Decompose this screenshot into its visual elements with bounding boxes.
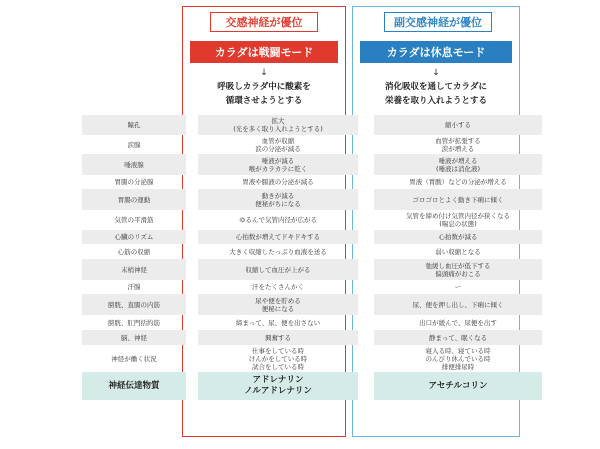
row-label: 神経が働く状況 <box>111 354 157 363</box>
row-label: 心臓のリズム <box>82 230 186 244</box>
sympathetic-cell-line: 便秘がちになる <box>255 199 301 208</box>
sympathetic-description-line: 呼吸しカラダ中に酸素を <box>217 82 311 92</box>
sympathetic-cell-line: 仕事をしている時 <box>252 346 304 355</box>
table-row <box>82 345 542 372</box>
column-gap <box>186 330 198 345</box>
column-gap <box>358 259 374 280</box>
table-row <box>82 135 542 154</box>
sympathetic-cell <box>198 154 358 175</box>
row-label: 瞳孔 <box>82 115 186 135</box>
parasympathetic-cell <box>374 230 542 244</box>
table-row <box>82 244 542 259</box>
sympathetic-cell-line: 胃液や腸液の分泌が減る <box>242 178 314 186</box>
parasympathetic-cell <box>374 115 542 135</box>
parasympathetic-cell-line: 縮小する <box>445 121 471 129</box>
sympathetic-down-arrow-icon: ↓ <box>260 68 268 78</box>
parasympathetic-cell <box>374 294 542 315</box>
sympathetic-cell-line: 拡大 <box>271 117 285 125</box>
column-gap <box>186 244 198 259</box>
parasympathetic-cell <box>374 345 542 372</box>
sympathetic-cell-line: 唾液が減る <box>261 156 295 165</box>
parasympathetic-cell <box>374 189 542 210</box>
column-gap <box>186 372 198 400</box>
parasympathetic-cell <box>374 259 542 280</box>
table-row <box>82 189 542 210</box>
sympathetic-cell-line: 締まって、尿、便を出さない <box>235 318 321 327</box>
comparison-table <box>82 115 542 400</box>
column-gap <box>358 210 374 230</box>
parasympathetic-cell-line: 涙が増える <box>441 144 475 153</box>
sympathetic-neurotransmitter-line: ノルアドレナリン <box>244 386 312 396</box>
sympathetic-cell-line: 血管が収縮 <box>261 136 295 145</box>
table-row <box>82 154 542 175</box>
parasympathetic-cell <box>374 154 542 175</box>
sympathetic-cell-line: 汗をたくさんかく <box>252 283 304 291</box>
column-gap <box>358 244 374 259</box>
sympathetic-cell-line: 便秘になる <box>261 304 295 313</box>
table-row <box>82 294 542 315</box>
sympathetic-cell-line: 涙の分泌が減る <box>255 144 301 153</box>
column-gap <box>186 259 198 280</box>
row-label: 心筋の収縮 <box>117 247 151 256</box>
sympathetic-cell <box>198 294 358 315</box>
sympathetic-cell-line: 動きが減る <box>261 191 295 200</box>
sympathetic-description-line: 循環させようとする <box>225 96 303 106</box>
column-gap <box>358 230 374 244</box>
parasympathetic-cell-line: 寝入る時、寝ている時 <box>425 346 491 355</box>
column-gap <box>186 135 198 154</box>
parasympathetic-cell-line: 排便排尿時 <box>441 362 475 371</box>
column-gap <box>186 280 198 294</box>
sympathetic-neurotransmitter-line: アドレナリン <box>252 375 304 385</box>
table-row <box>82 259 542 280</box>
parasympathetic-cell-line: 心拍数が減る <box>438 233 478 241</box>
table-row <box>82 175 542 189</box>
parasympathetic-cell-line: のんびり休んでいる時 <box>425 354 491 363</box>
parasympathetic-neurotransmitter <box>374 372 542 400</box>
row-label: 膀胱、肛門括約筋 <box>108 318 160 327</box>
sympathetic-cell <box>198 135 358 154</box>
sympathetic-mode-banner: カラダは戦闘モード <box>190 41 338 63</box>
parasympathetic-neurotransmitter-line: アセチルコリン <box>428 380 488 391</box>
sympathetic-cell <box>198 210 358 230</box>
table-row <box>82 315 542 330</box>
parasympathetic-cell-line: 尿、便を押し出し、下痢に傾く <box>412 300 504 309</box>
parasympathetic-cell-line: 血管が拡張する <box>435 136 481 145</box>
row-label: 気管の平滑筋 <box>114 216 154 224</box>
column-gap <box>186 230 198 244</box>
parasympathetic-description-line: 消化吸収を通してカラダに <box>385 82 487 92</box>
column-gap <box>358 330 374 345</box>
row-label: 膀胱、直腸の内筋 <box>82 294 186 315</box>
sympathetic-description <box>186 80 342 108</box>
sympathetic-cell-line: けんかをしている時 <box>248 354 308 363</box>
parasympathetic-cell-line: ゴロゴロとよく動き下痢に傾く <box>412 195 504 204</box>
table-row <box>82 230 542 244</box>
parasympathetic-down-arrow-icon: ↓ <box>432 68 440 78</box>
sympathetic-cell-line: 収縮して血圧が上がる <box>245 265 311 274</box>
table-row <box>82 330 542 345</box>
parasympathetic-cell-line: 出口が緩んで、尿便を出す <box>419 318 497 327</box>
row-label: 汗腺 <box>127 283 141 291</box>
parasympathetic-cell <box>374 175 542 189</box>
sympathetic-cell <box>198 330 358 345</box>
column-gap <box>186 175 198 189</box>
sympathetic-cell <box>198 175 358 189</box>
parasympathetic-cell-line: (喘息の状態) <box>439 220 477 228</box>
parasympathetic-cell-line: 偏頭痛がおこる <box>435 269 481 278</box>
row-label: 胃腸の分泌腺 <box>114 178 154 186</box>
sympathetic-header: 交感神経が優位 <box>210 12 318 32</box>
neurotransmitter-row <box>82 372 542 400</box>
column-gap <box>186 210 198 230</box>
parasympathetic-header: 副交感神経が優位 <box>384 12 492 32</box>
column-gap <box>186 294 198 315</box>
table-row <box>82 280 542 294</box>
parasympathetic-cell-line: 弱い収縮となる <box>435 247 481 256</box>
column-gap <box>358 154 374 175</box>
parasympathetic-cell <box>374 244 542 259</box>
column-gap <box>358 280 374 294</box>
sympathetic-cell <box>198 189 358 210</box>
sympathetic-cell-line: 試合をしている時 <box>252 362 304 371</box>
parasympathetic-cell <box>374 280 542 294</box>
neurotransmitter-label: 神経伝達物質 <box>82 372 186 400</box>
row-label: 唾液腺 <box>82 154 186 175</box>
sympathetic-cell <box>198 115 358 135</box>
column-gap <box>358 135 374 154</box>
row-label: 涙腺 <box>127 140 141 149</box>
parasympathetic-cell <box>374 315 542 330</box>
sympathetic-cell-line: (光を多く取り入れようとする) <box>233 125 323 133</box>
column-gap <box>186 345 198 372</box>
column-gap <box>186 315 198 330</box>
sympathetic-neurotransmitter <box>198 372 358 400</box>
column-gap <box>358 372 374 400</box>
sympathetic-cell-line: 尿や便を貯める <box>255 296 301 305</box>
sympathetic-cell <box>198 259 358 280</box>
parasympathetic-cell-line: 気管を締め付け気管内径が狭くなる <box>406 212 510 220</box>
sympathetic-cell <box>198 280 358 294</box>
parasympathetic-cell <box>374 135 542 154</box>
column-gap <box>358 315 374 330</box>
column-gap <box>186 115 198 135</box>
column-gap <box>358 345 374 372</box>
parasympathetic-cell-line: 胃液（胃酸）などの分泌が増える <box>409 178 507 186</box>
parasympathetic-cell <box>374 210 542 230</box>
row-label: 末梢神経 <box>82 259 186 280</box>
parasympathetic-cell-line: 唾液が増える <box>438 156 478 165</box>
parasympathetic-cell-line: (唾液は消化液) <box>435 164 481 173</box>
sympathetic-cell-line: 心拍数が増えてドキドキする <box>235 233 321 241</box>
parasympathetic-mode-banner: カラダは休息モード <box>360 41 512 63</box>
parasympathetic-cell-line: 弛緩し血圧が低下する <box>425 261 491 270</box>
table-row <box>82 115 542 135</box>
parasympathetic-cell-line: 静まって、眠くなる <box>428 333 488 342</box>
parasympathetic-description <box>356 80 516 108</box>
row-label: 胃腸の運動 <box>82 189 186 210</box>
column-gap <box>186 154 198 175</box>
parasympathetic-cell <box>374 330 542 345</box>
sympathetic-cell-line: ゆるんで気管内径が広がる <box>239 216 317 224</box>
parasympathetic-description-line: 栄養を取り入れようとする <box>384 96 487 106</box>
column-gap <box>186 189 198 210</box>
sympathetic-cell <box>198 244 358 259</box>
sympathetic-cell <box>198 230 358 244</box>
column-gap <box>358 175 374 189</box>
sympathetic-cell <box>198 345 358 372</box>
sympathetic-cell-line: 興奮する <box>265 333 291 342</box>
sympathetic-cell-line: 喉がカラカラに乾く <box>248 164 308 173</box>
sympathetic-cell <box>198 315 358 330</box>
column-gap <box>358 189 374 210</box>
sympathetic-cell-line: 大きく収縮したっぷり血液を送る <box>229 247 327 256</box>
column-gap <box>358 294 374 315</box>
table-row <box>82 210 542 230</box>
parasympathetic-cell-line: ー <box>454 283 462 291</box>
row-label: 脳、神経 <box>82 330 186 345</box>
column-gap <box>358 115 374 135</box>
